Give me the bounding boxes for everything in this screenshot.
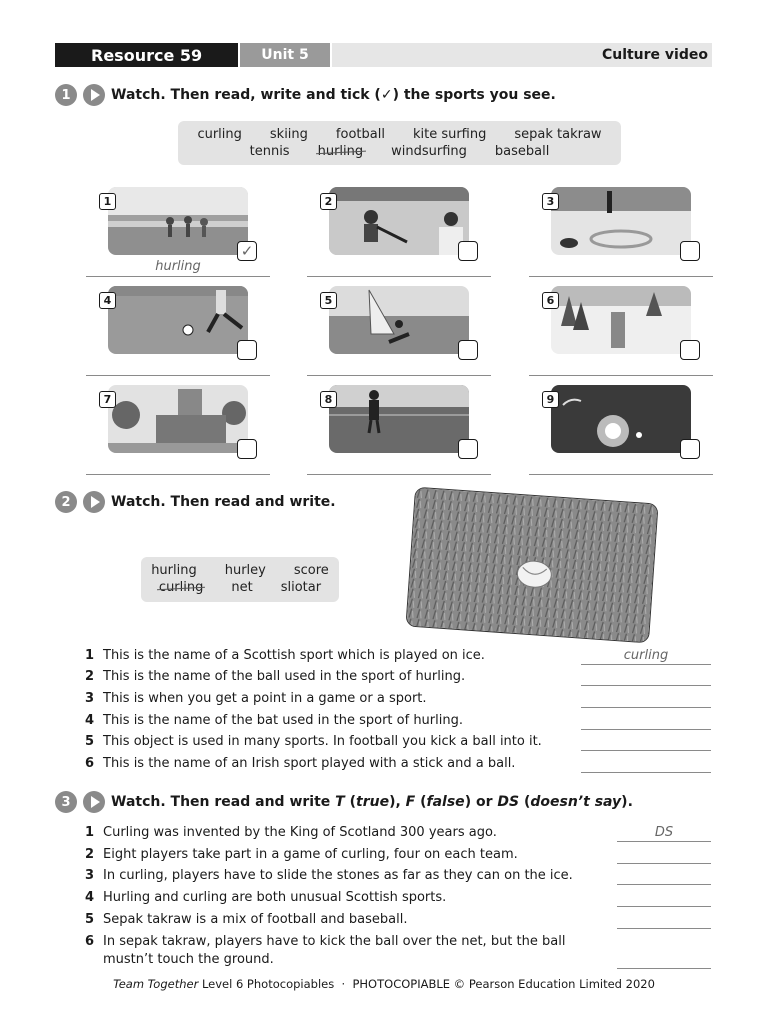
word-item: net xyxy=(231,580,253,595)
exercise-1-title xyxy=(55,84,556,106)
true-code: T xyxy=(335,794,345,810)
page-header xyxy=(55,43,712,67)
question-row xyxy=(85,669,465,684)
picture-number: 8 xyxy=(320,391,337,408)
picture-number: 9 xyxy=(542,391,559,408)
picture-answer: hurling xyxy=(155,259,201,274)
question-row xyxy=(85,734,542,749)
exercise-number-badge: 3 xyxy=(55,791,77,813)
picture-number: 5 xyxy=(320,292,337,309)
question-row xyxy=(85,756,515,771)
question-text: In sepak takraw, players have to kick the ball over the net, but the ball xyxy=(103,934,566,949)
question-number: 6 xyxy=(85,934,95,949)
play-video-icon[interactable] xyxy=(83,84,105,106)
question-text: In curling, players have to slide the stones as far as they can on the ice. xyxy=(103,868,573,883)
question-row xyxy=(85,868,573,883)
play-video-icon[interactable] xyxy=(83,791,105,813)
question-text: This is the name of the bat used in the sport of hurling. xyxy=(103,713,463,728)
tick-checkbox[interactable] xyxy=(458,241,478,261)
answer-field[interactable] xyxy=(581,756,711,773)
question-text: mustn’t touch the ground. xyxy=(103,952,274,967)
instruction-text: Watch. Then read and write xyxy=(111,794,336,810)
picture-number: 7 xyxy=(99,391,116,408)
section-label: Culture video xyxy=(332,43,712,67)
word-item: sliotar xyxy=(280,580,322,595)
false-code: F xyxy=(405,794,416,810)
or-text: or xyxy=(471,794,498,810)
baseball-photo-icon xyxy=(329,187,469,255)
question-number: 3 xyxy=(85,868,95,883)
answer-field[interactable] xyxy=(617,952,711,969)
question-number: 5 xyxy=(85,912,95,927)
question-number: 3 xyxy=(85,691,95,706)
curling-photo-icon xyxy=(551,187,691,255)
word-item: hurley xyxy=(224,563,266,578)
answer-line[interactable] xyxy=(86,276,270,277)
answer-field[interactable] xyxy=(617,868,711,885)
question-text: Hurling and curling are both unusual Scottish sports. xyxy=(103,890,447,905)
question-number: 2 xyxy=(85,669,95,684)
exercise-3-instruction: Watch. Then read and write T (true), F (false) or DS (doesn’t say). xyxy=(111,794,633,810)
picture-cell-3 xyxy=(529,187,713,279)
picture-cell-9 xyxy=(529,385,713,477)
tick-checkbox[interactable] xyxy=(237,340,257,360)
answer-line[interactable] xyxy=(307,474,491,475)
tick-checkbox[interactable] xyxy=(237,439,257,459)
picture-cell-7 xyxy=(86,385,270,477)
picture-number: 6 xyxy=(542,292,559,309)
tick-checkbox[interactable] xyxy=(458,439,478,459)
tick-checkbox[interactable] xyxy=(680,340,700,360)
word-item: kite surfing xyxy=(412,127,487,142)
picture-cell-5 xyxy=(307,286,491,378)
exercise-2-title xyxy=(55,491,336,513)
picture-cell-2 xyxy=(307,187,491,279)
exercise-1-instruction: Watch. Then read, write and tick (✓) the sports you see. xyxy=(111,87,556,103)
tick-checkbox[interactable] xyxy=(458,340,478,360)
series-title: Team Together xyxy=(113,977,199,991)
answer-field[interactable] xyxy=(617,890,711,907)
answer-line[interactable] xyxy=(307,276,491,277)
football-photo-icon xyxy=(108,286,248,354)
answer-line[interactable] xyxy=(307,375,491,376)
word-item: curling xyxy=(197,127,242,142)
question-number: 6 xyxy=(85,756,95,771)
ds-code: DS xyxy=(497,794,520,810)
question-number: 1 xyxy=(85,648,95,663)
answer-line[interactable] xyxy=(86,375,270,376)
picture-number: 3 xyxy=(542,193,559,210)
question-row xyxy=(85,825,497,840)
word-item: windsurfing xyxy=(391,144,467,159)
answer-line[interactable] xyxy=(529,276,713,277)
skiing-photo-icon xyxy=(551,286,691,354)
question-number: 4 xyxy=(85,890,95,905)
exercise-number-badge: 2 xyxy=(55,491,77,513)
tennis-photo-icon xyxy=(329,385,469,453)
word-item: skiing xyxy=(269,127,308,142)
picture-number: 4 xyxy=(99,292,116,309)
temple-photo-icon xyxy=(108,385,248,453)
word-item: sepak takraw xyxy=(514,127,602,142)
question-text: This is the name of a Scottish sport which is played on ice. xyxy=(103,648,485,663)
ds-word: doesn’t say xyxy=(530,794,622,810)
sliotar-ball-photo-icon xyxy=(405,487,658,644)
answer-line[interactable] xyxy=(529,375,713,376)
answer-field[interactable]: DS xyxy=(617,825,711,842)
question-text: This is the name of the ball used in the sport of hurling. xyxy=(103,669,466,684)
question-row xyxy=(85,713,463,728)
picture-number: 2 xyxy=(320,193,337,210)
exercise-number-badge: 1 xyxy=(55,84,77,106)
question-text: This is when you get a point in a game or a sport. xyxy=(103,691,427,706)
exercise-3-title xyxy=(55,791,633,813)
question-text: Curling was invented by the King of Scotland 300 years ago. xyxy=(103,825,497,840)
answer-field[interactable] xyxy=(617,912,711,929)
resource-label: Resource 59 xyxy=(55,43,238,67)
unit-label: Unit 5 xyxy=(240,43,330,67)
word-item: tennis xyxy=(249,144,290,159)
word-item: baseball xyxy=(494,144,550,159)
word-item-crossed: hurling xyxy=(317,144,364,159)
question-row-continued xyxy=(103,952,274,967)
question-row xyxy=(85,648,485,663)
question-number: 4 xyxy=(85,713,95,728)
question-number: 1 xyxy=(85,825,95,840)
hurling-photo-icon xyxy=(108,187,248,255)
question-number: 5 xyxy=(85,734,95,749)
question-row xyxy=(85,691,427,706)
page-footer xyxy=(0,977,768,991)
question-text: This object is used in many sports. In football you kick a ball into it. xyxy=(103,734,542,749)
question-number: 2 xyxy=(85,847,95,862)
answer-field[interactable] xyxy=(581,713,711,730)
answer-line[interactable] xyxy=(86,474,270,475)
question-row xyxy=(85,890,446,905)
word-box-1 xyxy=(178,121,621,165)
word-box-2 xyxy=(141,557,339,602)
word-item-crossed: curling xyxy=(158,580,204,595)
question-text: Eight players take part in a game of curling, four on each team. xyxy=(103,847,518,862)
picture-number: 1 xyxy=(99,193,116,210)
picture-cell-8 xyxy=(307,385,491,477)
answer-field[interactable] xyxy=(581,734,711,751)
tick-checkbox[interactable] xyxy=(680,439,700,459)
answer-field[interactable] xyxy=(581,691,711,708)
picture-cell-1 xyxy=(86,187,270,279)
exercise-2-instruction: Watch. Then read and write. xyxy=(111,494,336,510)
tick-checkbox[interactable] xyxy=(680,241,700,261)
tick-checkbox[interactable]: ✓ xyxy=(237,241,257,261)
answer-field[interactable] xyxy=(581,669,711,686)
answer-field[interactable] xyxy=(617,847,711,864)
play-video-icon[interactable] xyxy=(83,491,105,513)
picture-cell-4 xyxy=(86,286,270,378)
question-row xyxy=(85,847,518,862)
answer-line[interactable] xyxy=(529,474,713,475)
question-text: This is the name of an Irish sport played with a stick and a ball. xyxy=(103,756,516,771)
question-row xyxy=(85,934,565,949)
question-row xyxy=(85,912,407,927)
word-item: hurling xyxy=(151,563,197,578)
true-word: true xyxy=(356,794,390,810)
word-item: football xyxy=(335,127,385,142)
windsurfing-photo-icon xyxy=(329,286,469,354)
answer-field[interactable]: curling xyxy=(581,648,711,665)
word-item: score xyxy=(293,563,329,578)
kite-surfing-photo-icon xyxy=(551,385,691,453)
question-text: Sepak takraw is a mix of football and baseball. xyxy=(103,912,408,927)
picture-cell-6 xyxy=(529,286,713,378)
false-word: false xyxy=(426,794,465,810)
footer-text: Level 6 Photocopiables · PHOTOCOPIABLE © Pearson Education Limited 2020 xyxy=(198,977,655,991)
